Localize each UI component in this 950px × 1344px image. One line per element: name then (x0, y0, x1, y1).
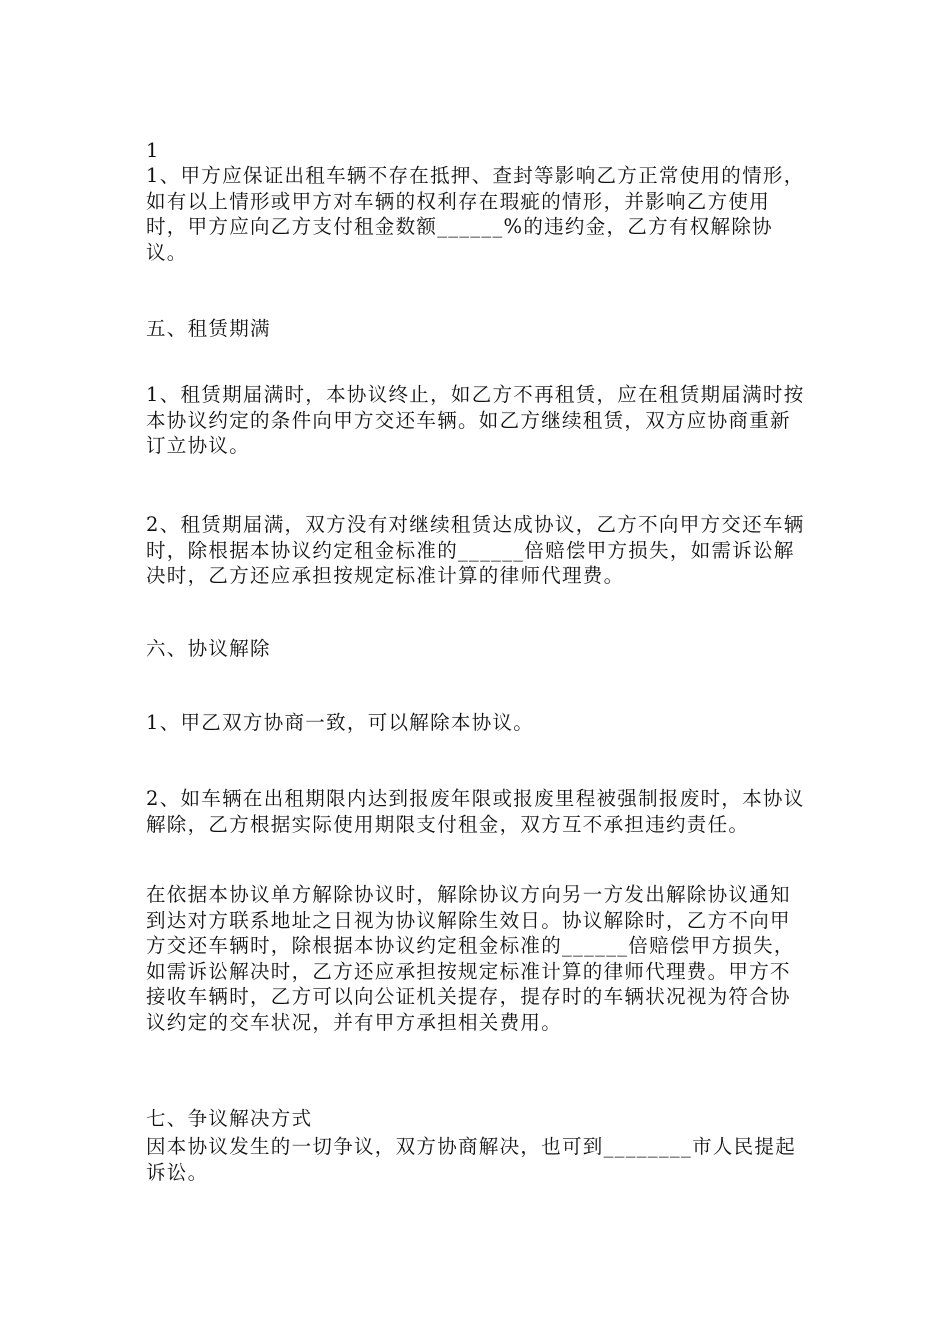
clause-unilateral-termination: 在依据本协议单方解除协议时，解除协议方向另一方发出解除协议通知到达对方联系地址之日视为协议解除生效日。协议解除时，乙方不向甲方交还车辆时，除根据本协议约定租金标准的______倍赔偿甲方损失，如需诉讼解决时，乙方还应承担按规定标准计算的律师代理费。甲方不接收车辆时，乙方可以向公证机关提存，提存时的车辆状况视为符合协议约定的交车状况，并有甲方承担相关费用。 (146, 883, 795, 1034)
clause-dispute-resolution: 因本协议发生的一切争议，双方协商解决，也可到________市人民提起诉讼。 (146, 1135, 796, 1184)
section-heading-dispute-resolution: 七、争议解决方式 (146, 1107, 313, 1130)
section-heading-termination: 六、协议解除 (146, 637, 271, 660)
clause-lease-expiry-1: 1、租赁期届满时，本协议终止，如乙方不再租赁，应在租赁期届满时按本协议约定的条件向甲方交还车辆。如乙方继续租赁，双方应协商重新订立协议。 (146, 383, 805, 457)
clause-termination-2: 2、如车辆在出租期限内达到报废年限或报废里程被强制报废时，本协议解除，乙方根据实际使用期限支付租金，双方互不承担违约责任。 (146, 787, 805, 836)
clause-lessor-guarantee: 1、甲方应保证出租车辆不存在抵押、查封等影响乙方正常使用的情形，如有以上情形或甲方对车辆的权利存在瑕疵的情形，并影响乙方使用时，甲方应向乙方支付租金数额______%的违约金，乙方有权解除协议。 (146, 164, 805, 264)
clause-lease-expiry-2: 2、租赁期届满，双方没有对继续租赁达成协议，乙方不向甲方交还车辆时，除根据本协议约定租金标准的______倍赔偿甲方损失，如需诉讼解决时，乙方还应承担按规定标准计算的律师代理费。 (146, 513, 805, 587)
section-heading-lease-expiry: 五、租赁期满 (146, 317, 271, 340)
page-number: 1 (146, 139, 160, 162)
clause-termination-1: 1、甲乙双方协商一致，可以解除本协议。 (146, 711, 535, 734)
